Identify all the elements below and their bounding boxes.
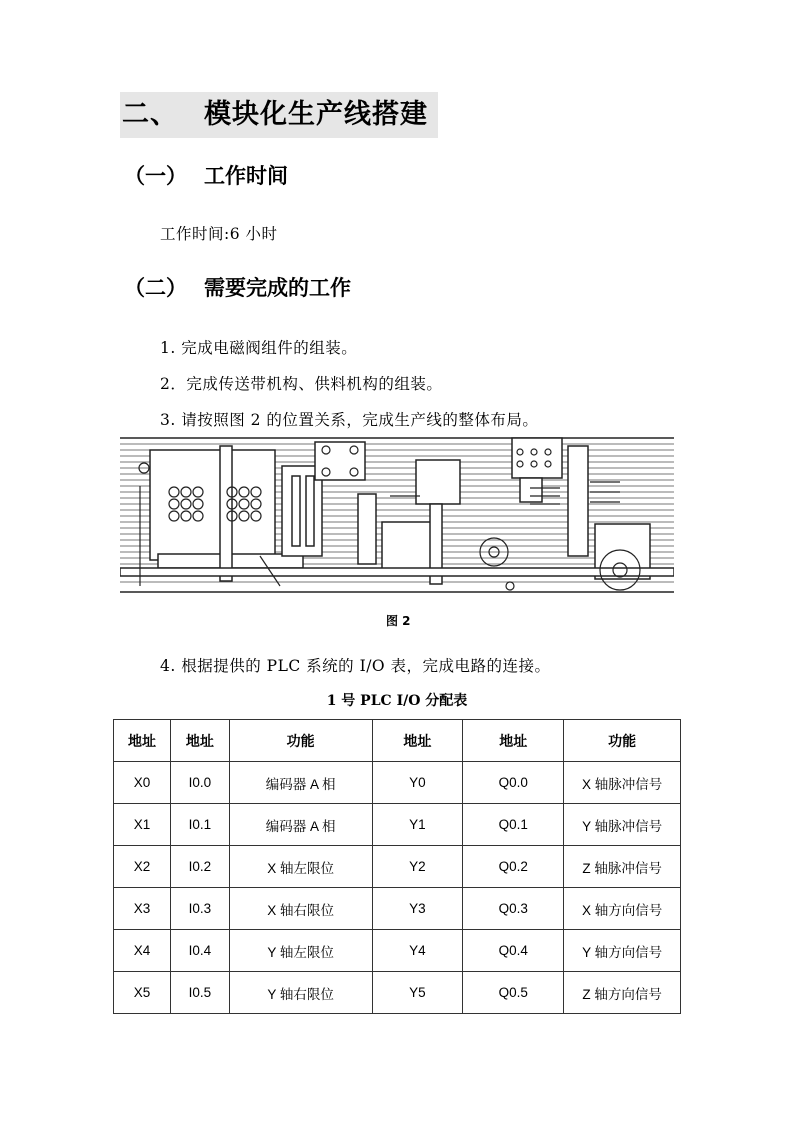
table-row — [114, 846, 681, 888]
table-cell: Y3 — [372, 888, 463, 930]
task-item: 1. 完成电磁阀组件的组装。 — [160, 339, 358, 357]
work-time-text: 工作时间:6 小时 — [160, 225, 278, 243]
table-cell: I0.0 — [170, 762, 229, 804]
header-cell: 功能 — [229, 720, 372, 762]
table-cell: Q0.3 — [463, 888, 564, 930]
production-line-figure — [120, 436, 674, 596]
table-cell: Y2 — [372, 846, 463, 888]
table-cell: Y5 — [372, 972, 463, 1014]
table-row — [114, 972, 681, 1014]
table-cell: Q0.4 — [463, 930, 564, 972]
subheading-work-time — [124, 160, 424, 190]
task-item: 2．完成传送带机构、供料机构的组装。 — [160, 375, 443, 393]
table-row — [114, 804, 681, 846]
section-title: 模块化生产线搭建 — [204, 99, 428, 130]
header-cell: 地址 — [170, 720, 229, 762]
table-cell: X3 — [114, 888, 171, 930]
table-row — [114, 930, 681, 972]
table-cell: Q0.2 — [463, 846, 564, 888]
table-cell: I0.1 — [170, 804, 229, 846]
table-row — [114, 762, 681, 804]
section-number: 二、 — [122, 99, 178, 130]
table-cell: Y 轴方向信号 — [564, 930, 681, 972]
table-cell: Y 轴左限位 — [229, 930, 372, 972]
io-assignment-table — [113, 719, 681, 1014]
table-cell: Y 轴右限位 — [229, 972, 372, 1014]
table-cell: X1 — [114, 804, 171, 846]
table-cell: I0.5 — [170, 972, 229, 1014]
table-cell: Y0 — [372, 762, 463, 804]
table-cell: Z 轴脉冲信号 — [564, 846, 681, 888]
table-cell: Z 轴方向信号 — [564, 972, 681, 1014]
table-title: 1 号 PLC I/O 分配表 — [326, 693, 468, 709]
subheading-title: 工作时间 — [204, 164, 288, 188]
task-item: 4. 根据提供的 PLC 系统的 I/O 表，完成电路的连接。 — [160, 657, 551, 675]
table-cell: Q0.5 — [463, 972, 564, 1014]
table-cell: Y1 — [372, 804, 463, 846]
subheading-tasks — [124, 272, 444, 302]
table-cell: Q0.0 — [463, 762, 564, 804]
header-cell: 地址 — [114, 720, 171, 762]
table-cell: 编码器 A 相 — [229, 762, 372, 804]
figure-caption: 图 2 — [386, 614, 411, 628]
table-header-row — [114, 720, 681, 762]
table-cell: X5 — [114, 972, 171, 1014]
table-cell: I0.3 — [170, 888, 229, 930]
table-cell: X 轴右限位 — [229, 888, 372, 930]
header-cell: 地址 — [463, 720, 564, 762]
table-cell: X4 — [114, 930, 171, 972]
subheading-number: （二） — [124, 276, 187, 300]
table-cell: X 轴左限位 — [229, 846, 372, 888]
table-cell: X2 — [114, 846, 171, 888]
subheading-title: 需要完成的工作 — [204, 276, 351, 300]
table-cell: X 轴脉冲信号 — [564, 762, 681, 804]
section-heading — [120, 92, 438, 138]
table-cell: Q0.1 — [463, 804, 564, 846]
subheading-number: （一） — [124, 164, 187, 188]
table-cell: Y 轴脉冲信号 — [564, 804, 681, 846]
table-cell: X0 — [114, 762, 171, 804]
table-cell: Y4 — [372, 930, 463, 972]
table-cell: I0.2 — [170, 846, 229, 888]
header-cell: 功能 — [564, 720, 681, 762]
header-cell: 地址 — [372, 720, 463, 762]
table-cell: I0.4 — [170, 930, 229, 972]
table-row — [114, 888, 681, 930]
table-cell: 编码器 A 相 — [229, 804, 372, 846]
table-cell: X 轴方向信号 — [564, 888, 681, 930]
task-item: 3. 请按照图 2 的位置关系，完成生产线的整体布局。 — [160, 411, 539, 429]
